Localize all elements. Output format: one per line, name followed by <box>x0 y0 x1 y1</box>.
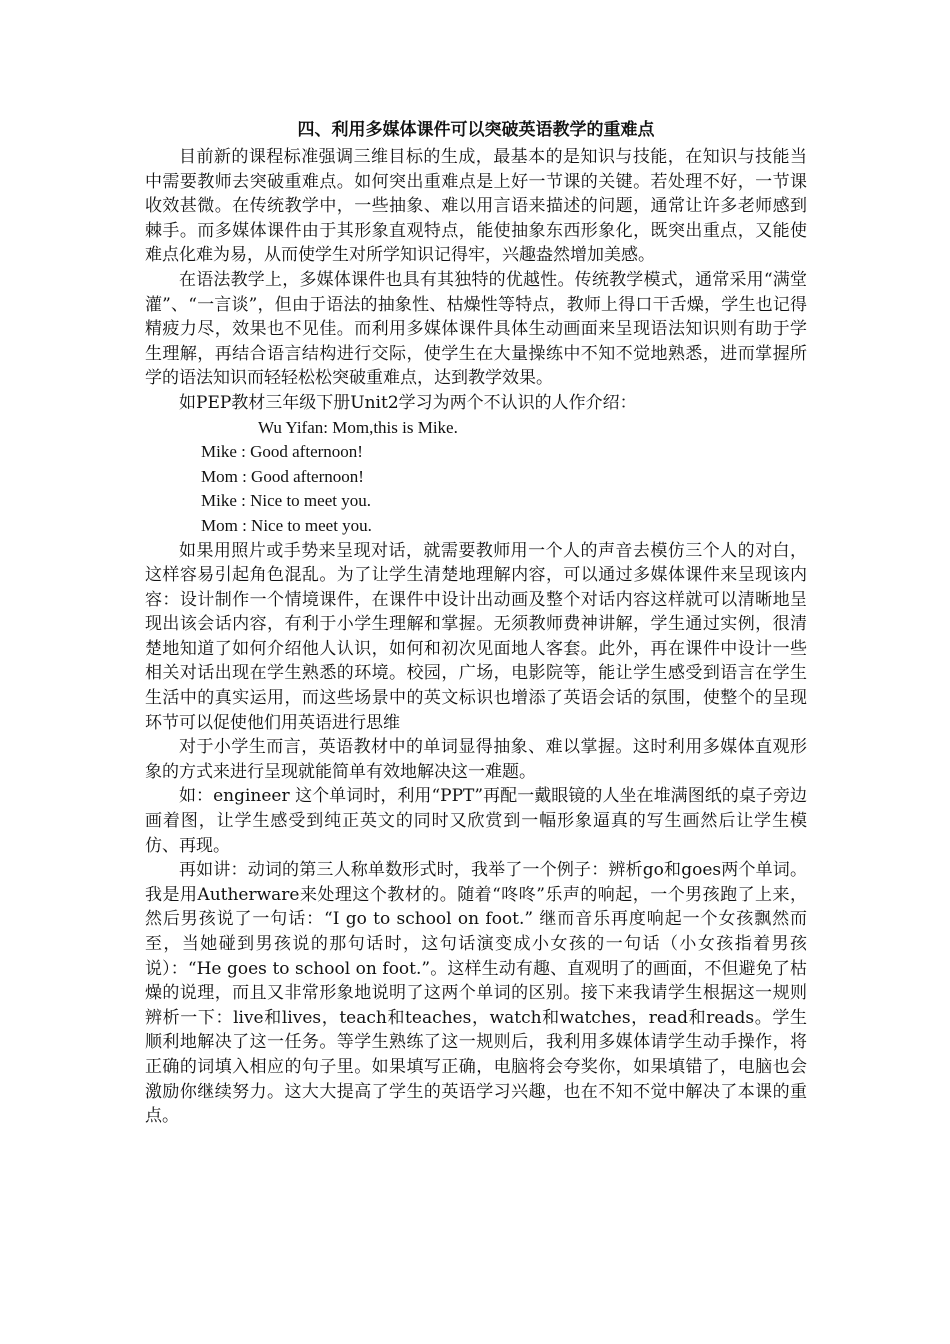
dialog-line: Mom : Nice to meet you. <box>201 515 372 535</box>
dialog-line: Wu Yifan: Mom,this is Mike. <box>258 417 458 437</box>
paragraph: 对于小学生而言，英语教材中的单词显得抽象、难以掌握。这时利用多媒体直观形象的方式来进行呈现就能简单有效地解决这一难题。 <box>145 737 807 782</box>
paragraph: 目前新的课程标准强调三维目标的生成，最基本的是知识与技能，在知识与技能当中需要教师去突破重难点。如何突出重难点是上好一节课的关键。若处理不好，一节课收效甚微。在传统教学中，一些抽象、难以用言语来描述的问题，通常让许多老师感到棘手。而多媒体课件由于其形象直观特点，能使抽象东西形象化，既突出重点，又能使难点化难为易，从而使学生对所学知识记得牢，兴趣盎然增加美感。 <box>145 147 807 266</box>
paragraph: 如PEP教材三年级下册Unit2学习为两个不认识的人作介绍： <box>179 392 637 413</box>
section-title: 四、利用多媒体课件可以突破英语教学的重难点 <box>297 120 655 140</box>
dialog-line: Mike : Nice to meet you. <box>201 491 371 511</box>
paragraph: 如：engineer 这个单词时，利用“PPT”再配一戴眼镜的人坐在堆满图纸的桌子旁边画着图，让学生感受到纯正英文的同时又欣赏到一幅形象逼真的写生画然后让学生模仿、再现。 <box>145 786 807 856</box>
document-page <box>145 118 807 1129</box>
dialog-line: Mike : Good afternoon! <box>201 442 363 462</box>
paragraph: 在语法教学上，多媒体课件也具有其独特的优越性。传统教学模式，通常采用“满堂灌”、“一言谈”，但由于语法的抽象性、枯燥性等特点，教师上得口干舌燥，学生也记得精疲力尽，效果也不见佳。而利用多媒体课件具体生动画面来呈现语法知识则有助于学生理解，再结合语言结构进行交际，使学生在大量操练中不知不觉地熟悉，进而掌握所学的语法知识而轻轻松松突破重难点，达到教学效果。 <box>145 269 807 389</box>
paragraph: 如果用照片或手势来呈现对话，就需要教师用一个人的声音去模仿三个人的对白，这样容易引起角色混乱。为了让学生清楚地理解内容，可以通过多媒体课件来呈现该内容：设计制作一个情境课件，在课件中设计出动画及整个对话内容这样就可以清晰地呈现出该会话内容，有利于小学生理解和掌握。无须教师费神讲解，学生通过实例，很清楚地知道了如何介绍他人认识，如何和初次见面地人客套。此外，再在课件中设计一些相关对话出现在学生熟悉的环境。校园，广场，电影院等，能让学生感受到语言在学生生活中的真实运用，而这些场景中的英文标识也增添了英语会话的氛围，使整个的呈现环节可以促使他们用英语进行思维 <box>145 540 807 733</box>
dialog-block <box>145 416 807 539</box>
dialog-line: Mom : Good afternoon! <box>201 466 364 486</box>
paragraph: 再如讲：动词的第三人称单数形式时，我举了一个例子：辨析go和goes两个单词。我是用Autherware来处理这个教材的。随着“咚咚”乐声的响起，一个男孩跑了上来，然后男孩说了一句话：“I go to school on foot.” 继而音乐再度响起一个女孩飘然而至，当她碰到男孩说的那句话时，这句话演变成小女孩的一句话（小女孩指着男孩说）：“He goes to school on foot.”。这样生动有趣、直观明了的画面，不但避免了枯燥的说理，而且又非常形象地说明了这两个单词的区别。接下来我请学生根据这一规则辨析一下：live和lives，teach和teaches，watch和watches，read和reads。学生顺利地解决了这一任务。等学生熟练了这一规则后，我利用多媒体请学生动手操作，将正确的词填入相应的句子里。如果填写正确，电脑将会夸奖你，如果填错了，电脑也会激励你继续努力。这大大提高了学生的英语学习兴趣，也在不知不觉中解决了本课的重点。 <box>145 860 807 1127</box>
